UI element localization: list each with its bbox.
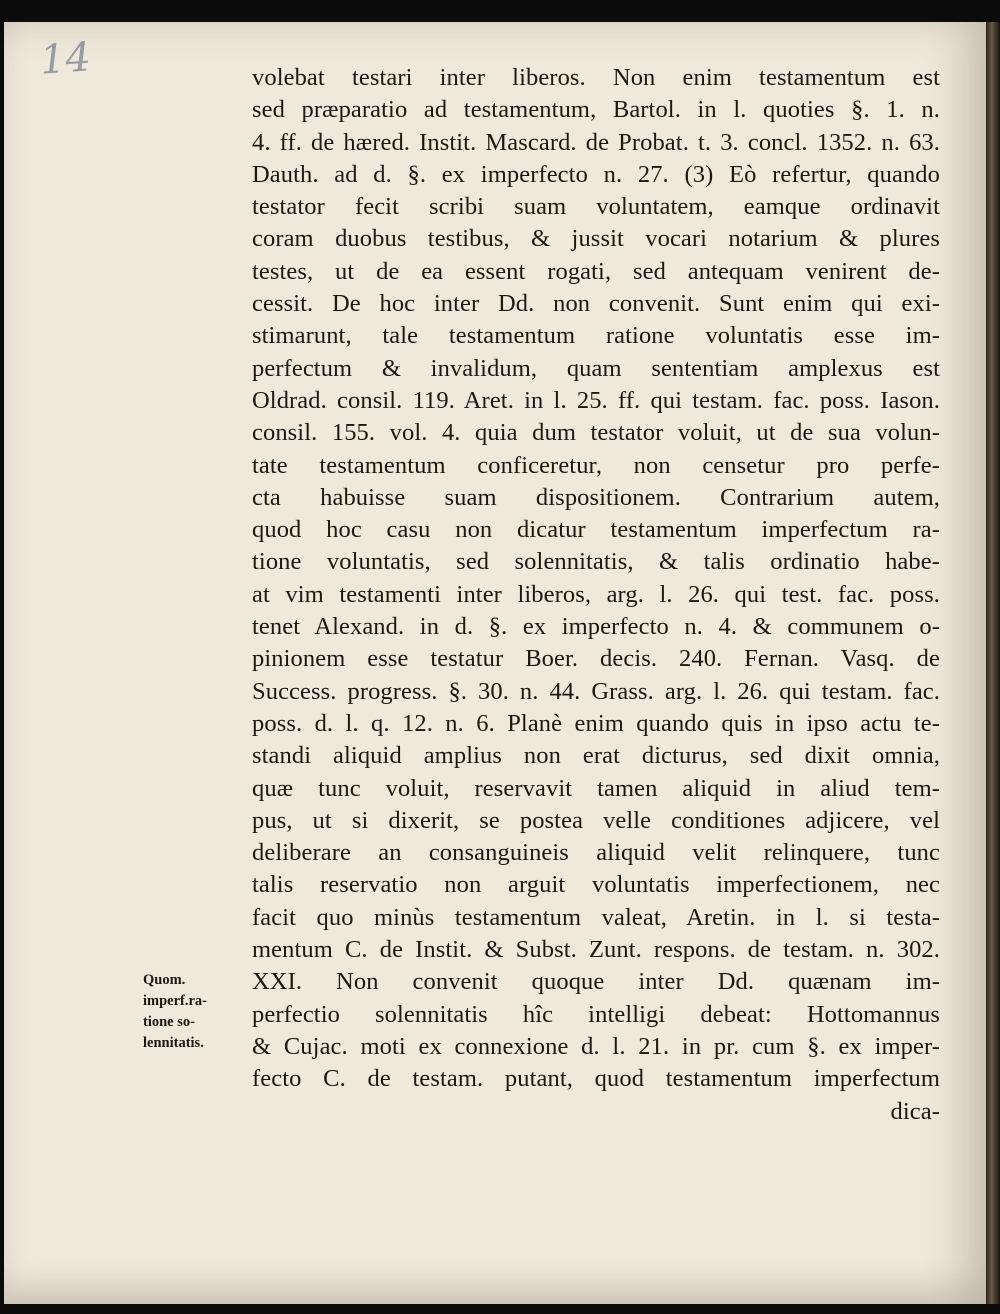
text-line: tate testamentum conficeretur, non censetur pro perfe- (252, 451, 940, 479)
text-line: Success. progress. §. 30. n. 44. Grass. arg. l. 26. qui testam. fac. (252, 677, 940, 705)
page-number: 14 (38, 34, 93, 84)
marginal-note-line: tione so- (143, 1014, 195, 1030)
marginal-note-line: imperf.ra- (143, 993, 208, 1009)
text-line: tenet Alexand. in d. §. ex imperfecto n. 4. & communem o- (252, 613, 940, 641)
text-line: sed præparatio ad testamentum, Bartol. in l. quoties §. 1. n. (252, 96, 940, 124)
text-line: Oldrad. consil. 119. Aret. in l. 25. ff. qui testam. fac. poss. Iason. (252, 386, 940, 414)
marginal-note (143, 970, 243, 1054)
text-line: 4. ff. de hæred. Instit. Mascard. de Probat. t. 3. concl. 1352. n. 63. (252, 128, 940, 156)
text-line: facit quo minùs testamentum valeat, Aretin. in l. si testa- (252, 903, 940, 931)
text-line: XXI. Non convenit quoque inter Dd. quænam im- (252, 968, 940, 996)
text-line: volebat testari inter liberos. Non enim testamentum est (252, 64, 940, 91)
text-line: fecto C. de testam. putant, quod testamentum imperfectum (252, 1065, 940, 1093)
body-text (252, 62, 940, 1128)
text-line: Dauth. ad d. §. ex imperfecto n. 27. (3) Eò refertur, quando (252, 160, 940, 188)
text-line: talis reservatio non arguit voluntatis imperfectionem, nec (252, 871, 940, 899)
text-line: cta habuisse suam dispositionem. Contrarium autem, (252, 483, 940, 511)
text-line: quod hoc casu non dicatur testamentum imperfectum ra- (252, 516, 940, 544)
text-line: cessit. De hoc inter Dd. non convenit. Sunt enim qui exi- (252, 290, 940, 318)
text-line: tione voluntatis, sed solennitatis, & talis ordinatio habe- (252, 548, 940, 576)
text-line: poss. d. l. q. 12. n. 6. Planè enim quando quis in ipso actu te- (252, 709, 940, 737)
text-line: stimarunt, tale testamentum ratione voluntatis esse im- (252, 322, 940, 350)
text-line: consil. 155. vol. 4. quia dum testator voluit, ut de sua volun- (252, 419, 940, 447)
text-line: & Cujac. moti ex connexione d. l. 21. in pr. cum §. ex imper- (252, 1032, 940, 1060)
text-line: perfectum & invalidum, quam sententiam amplexus est (252, 354, 940, 382)
text-line: standi aliquid amplius non erat dicturus, sed dixit omnia, (252, 742, 940, 770)
text-line: coram duobus testibus, & jussit vocari notarium & plures (252, 225, 940, 253)
text-line: deliberare an consanguineis aliquid velit relinquere, tunc (252, 839, 940, 867)
text-line: at vim testamenti inter liberos, arg. l. 26. qui test. fac. poss. (252, 580, 940, 608)
page-edge (986, 22, 1000, 1304)
marginal-note-line: Quom. (143, 972, 186, 988)
catchword: dica- (890, 1097, 940, 1125)
text-line: pinionem esse testatur Boer. decis. 240. Fernan. Vasq. de (252, 645, 940, 673)
marginal-note-line: lennitatis. (143, 1035, 204, 1051)
text-line: quæ tunc voluit, reservavit tamen aliquid in aliud tem- (252, 774, 940, 802)
text-line: testator fecit scribi suam voluntatem, eamque ordinavit (252, 193, 940, 221)
text-line: pus, ut si dixerit, se postea velle conditiones adjicere, vel (252, 806, 940, 834)
text-line: testes, ut de ea essent rogati, sed antequam venirent de- (252, 257, 940, 285)
text-line: mentum C. de Instit. & Subst. Zunt. respons. de testam. n. 302. (252, 936, 940, 964)
text-line: perfectio solennitatis hîc intelligi debeat: Hottomannus (252, 1000, 940, 1028)
